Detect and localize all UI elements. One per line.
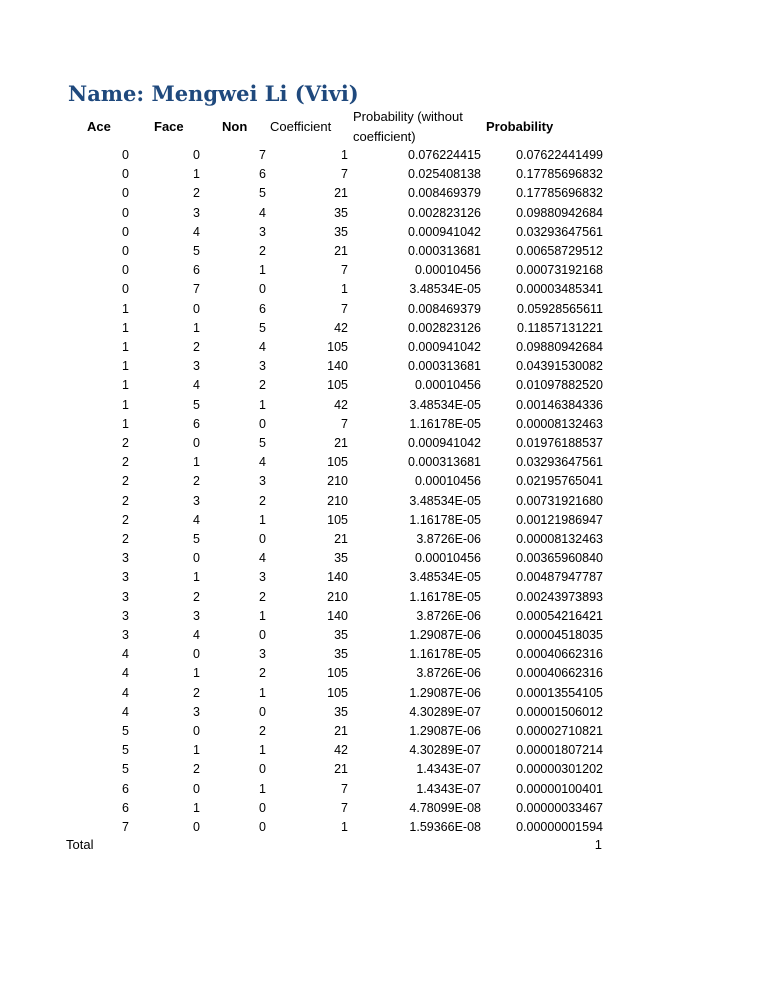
face-cell: 6 xyxy=(193,263,200,278)
prob-without-cell: 0.025408138 xyxy=(408,167,481,182)
header-probability: Probability xyxy=(486,119,554,134)
face-cell: 3 xyxy=(193,205,200,220)
ace-cell: 3 xyxy=(122,551,129,566)
ace-cell: 1 xyxy=(122,397,129,412)
prob-without-cell: 0.000941042 xyxy=(408,340,481,354)
probability-cell: 0.03293647561 xyxy=(516,224,603,239)
face-cell: 1 xyxy=(193,743,200,758)
coefficient-cell: 7 xyxy=(341,800,348,815)
coefficient-cell: 21 xyxy=(334,762,348,777)
ace-cell: 1 xyxy=(122,378,129,393)
ace-cell: 2 xyxy=(122,474,129,489)
coefficient-cell: 7 xyxy=(341,301,348,316)
probability-cell: 0.02195765041 xyxy=(516,474,603,489)
face-cell: 5 xyxy=(193,532,200,546)
non-cell: 0 xyxy=(259,532,266,546)
prob-without-cell: 0.008469379 xyxy=(408,301,481,316)
prob-without-cell: 1.16178E-05 xyxy=(409,512,481,527)
face-cell: 2 xyxy=(193,186,200,201)
face-cell: 3 xyxy=(193,608,200,623)
face-cell: 3 xyxy=(193,359,200,374)
ace-cell: 3 xyxy=(122,589,129,604)
face-cell: 4 xyxy=(193,224,200,239)
prob-without-cell: 0.008469379 xyxy=(408,186,481,201)
face-cell: 0 xyxy=(193,436,200,450)
non-cell: 0 xyxy=(259,820,266,834)
coefficient-cell: 140 xyxy=(327,608,348,623)
coefficient-cell: 210 xyxy=(327,493,348,508)
probability-cell: 0.09880942684 xyxy=(516,340,603,354)
face-cell: 1 xyxy=(193,570,200,585)
non-cell: 1 xyxy=(259,512,266,527)
non-cell: 0 xyxy=(259,800,266,815)
non-cell: 5 xyxy=(259,320,266,335)
prob-without-cell: 1.4343E-07 xyxy=(416,762,481,777)
face-cell: 2 xyxy=(193,474,200,489)
ace-cell: 4 xyxy=(122,685,129,700)
prob-without-cell: 1.29087E-06 xyxy=(409,685,481,700)
non-cell: 3 xyxy=(259,474,266,489)
coefficient-cell: 42 xyxy=(334,320,348,335)
prob-without-cell: 0.00010456 xyxy=(414,474,481,489)
prob-without-cell: 1.29087E-06 xyxy=(409,628,481,642)
face-cell: 5 xyxy=(193,397,200,412)
face-cell: 1 xyxy=(193,455,200,470)
non-cell: 2 xyxy=(259,724,266,738)
probability-cell: 0.00008132463 xyxy=(516,532,603,546)
ace-cell: 0 xyxy=(122,148,129,162)
prob-without-cell: 4.30289E-07 xyxy=(409,704,481,719)
probability-cell: 0.00004518035 xyxy=(516,628,603,642)
coefficient-cell: 105 xyxy=(327,512,348,527)
prob-without-cell: 0.00010456 xyxy=(414,378,481,393)
probability-cell: 0.07622441499 xyxy=(516,148,603,162)
non-cell: 3 xyxy=(259,647,266,662)
non-cell: 2 xyxy=(259,493,266,508)
prob-without-cell: 3.8726E-06 xyxy=(416,608,481,623)
total-value: 1 xyxy=(594,837,602,852)
prob-without-cell: 0.00010456 xyxy=(414,551,481,566)
coefficient-cell: 35 xyxy=(334,205,348,220)
ace-cell: 3 xyxy=(122,570,129,585)
prob-without-cell: 3.48534E-05 xyxy=(409,493,481,508)
probability-cell: 0.00054216421 xyxy=(516,608,603,623)
non-cell: 0 xyxy=(259,704,266,719)
probability-cell: 0.00000001594 xyxy=(516,820,603,834)
prob-without-cell: 1.16178E-05 xyxy=(409,647,481,662)
ace-cell: 0 xyxy=(122,244,129,258)
header-ace: Ace xyxy=(87,119,111,134)
coefficient-cell: 105 xyxy=(327,685,348,700)
face-cell: 5 xyxy=(193,244,200,258)
prob-without-cell: 0.000313681 xyxy=(408,359,481,374)
prob-without-cell: 3.8726E-06 xyxy=(416,532,481,546)
non-cell: 0 xyxy=(259,762,266,777)
ace-cell: 1 xyxy=(122,320,129,335)
non-cell: 7 xyxy=(259,148,266,162)
coefficient-cell: 7 xyxy=(341,416,348,431)
non-cell: 6 xyxy=(259,301,266,316)
face-cell: 0 xyxy=(193,647,200,662)
probability-cell: 0.00008132463 xyxy=(516,416,603,431)
prob-without-cell: 1.4343E-07 xyxy=(416,781,481,796)
coefficient-cell: 7 xyxy=(341,781,348,796)
ace-cell: 1 xyxy=(122,340,129,354)
coefficient-cell: 21 xyxy=(334,244,348,258)
prob-without-cell: 0.000313681 xyxy=(408,455,481,470)
face-cell: 2 xyxy=(193,340,200,354)
non-cell: 0 xyxy=(259,628,266,642)
probability-cell: 0.00487947787 xyxy=(516,570,603,585)
non-cell: 0 xyxy=(259,416,266,431)
prob-without-cell: 0.002823126 xyxy=(408,320,481,335)
coefficient-cell: 210 xyxy=(327,474,348,489)
non-cell: 4 xyxy=(259,551,266,566)
coefficient-cell: 1 xyxy=(341,148,348,162)
non-cell: 0 xyxy=(259,282,266,297)
coefficient-cell: 1 xyxy=(341,282,348,297)
probability-cell: 0.00000301202 xyxy=(516,762,603,777)
non-cell: 5 xyxy=(259,186,266,201)
non-cell: 4 xyxy=(259,340,266,354)
ace-cell: 1 xyxy=(122,301,129,316)
face-cell: 0 xyxy=(193,301,200,316)
face-cell: 0 xyxy=(193,551,200,566)
ace-cell: 2 xyxy=(122,512,129,527)
ace-cell: 1 xyxy=(122,416,129,431)
prob-without-cell: 3.8726E-06 xyxy=(416,666,481,681)
coefficient-cell: 140 xyxy=(327,359,348,374)
non-cell: 3 xyxy=(259,359,266,374)
coefficient-cell: 7 xyxy=(341,167,348,182)
header-coefficient: Coefficient xyxy=(270,119,332,134)
prob-without-cell: 1.59366E-08 xyxy=(409,820,481,834)
coefficient-cell: 21 xyxy=(334,532,348,546)
header-prob-without-line1: Probability (without xyxy=(353,109,463,124)
probability-cell: 0.00073192168 xyxy=(516,263,603,278)
ace-cell: 0 xyxy=(122,263,129,278)
probability-cell: 0.00013554105 xyxy=(516,685,603,700)
non-cell: 2 xyxy=(259,666,266,681)
non-cell: 2 xyxy=(259,244,266,258)
prob-without-cell: 0.00010456 xyxy=(414,263,481,278)
non-cell: 3 xyxy=(259,570,266,585)
probability-cell: 0.00002710821 xyxy=(516,724,603,738)
coefficient-cell: 42 xyxy=(334,743,348,758)
probability-cell: 0.00001506012 xyxy=(516,704,603,719)
face-cell: 4 xyxy=(193,378,200,393)
face-cell: 1 xyxy=(193,167,200,182)
ace-cell: 3 xyxy=(122,628,129,642)
coefficient-cell: 35 xyxy=(334,628,348,642)
prob-without-cell: 0.000313681 xyxy=(408,244,481,258)
coefficient-cell: 21 xyxy=(334,436,348,450)
ace-cell: 2 xyxy=(122,455,129,470)
ace-cell: 2 xyxy=(122,436,129,450)
ace-cell: 0 xyxy=(122,224,129,239)
ace-cell: 0 xyxy=(122,186,129,201)
total-label: Total xyxy=(66,837,94,852)
coefficient-cell: 105 xyxy=(327,340,348,354)
ace-cell: 1 xyxy=(122,359,129,374)
face-cell: 2 xyxy=(193,589,200,604)
probability-cell: 0.00731921680 xyxy=(516,493,603,508)
non-cell: 1 xyxy=(259,397,266,412)
probability-cell: 0.17785696832 xyxy=(516,167,603,182)
coefficient-cell: 7 xyxy=(341,263,348,278)
ace-cell: 6 xyxy=(122,781,129,796)
prob-without-cell: 0.002823126 xyxy=(408,205,481,220)
ace-cell: 4 xyxy=(122,647,129,662)
non-cell: 6 xyxy=(259,167,266,182)
probability-cell: 0.03293647561 xyxy=(516,455,603,470)
coefficient-cell: 35 xyxy=(334,551,348,566)
probability-cell: 0.00365960840 xyxy=(516,551,603,566)
coefficient-cell: 21 xyxy=(334,724,348,738)
face-cell: 6 xyxy=(193,416,200,431)
prob-without-cell: 3.48534E-05 xyxy=(409,282,481,297)
probability-cell: 0.00001807214 xyxy=(516,743,603,758)
face-cell: 4 xyxy=(193,512,200,527)
prob-without-cell: 4.78099E-08 xyxy=(409,800,481,815)
probability-cell: 0.04391530082 xyxy=(516,359,603,374)
prob-without-cell: 0.076224415 xyxy=(408,148,481,162)
prob-without-cell: 1.16178E-05 xyxy=(409,416,481,431)
face-cell: 1 xyxy=(193,666,200,681)
prob-without-cell: 4.30289E-07 xyxy=(409,743,481,758)
non-cell: 4 xyxy=(259,205,266,220)
coefficient-cell: 140 xyxy=(327,570,348,585)
probability-cell: 0.00000100401 xyxy=(516,781,603,796)
probability-cell: 0.09880942684 xyxy=(516,205,603,220)
face-cell: 0 xyxy=(193,724,200,738)
face-cell: 1 xyxy=(193,320,200,335)
coefficient-cell: 1 xyxy=(341,820,348,834)
prob-without-cell: 3.48534E-05 xyxy=(409,397,481,412)
ace-cell: 2 xyxy=(122,532,129,546)
face-cell: 3 xyxy=(193,493,200,508)
ace-cell: 6 xyxy=(122,800,129,815)
header-prob-without-line2: coefficient) xyxy=(353,129,416,144)
prob-without-cell: 0.000941042 xyxy=(408,224,481,239)
face-cell: 2 xyxy=(193,685,200,700)
ace-cell: 5 xyxy=(122,743,129,758)
probability-cell: 0.01097882520 xyxy=(516,378,603,393)
coefficient-cell: 105 xyxy=(327,666,348,681)
probability-cell: 0.00040662316 xyxy=(516,647,603,662)
non-cell: 1 xyxy=(259,608,266,623)
prob-without-cell: 1.16178E-05 xyxy=(409,589,481,604)
coefficient-cell: 21 xyxy=(334,186,348,201)
coefficient-cell: 105 xyxy=(327,455,348,470)
coefficient-cell: 210 xyxy=(327,589,348,604)
prob-without-cell: 3.48534E-05 xyxy=(409,570,481,585)
face-cell: 0 xyxy=(193,781,200,796)
non-cell: 1 xyxy=(259,743,266,758)
non-cell: 2 xyxy=(259,378,266,393)
non-cell: 1 xyxy=(259,781,266,796)
coefficient-cell: 42 xyxy=(334,397,348,412)
probability-cell: 0.00243973893 xyxy=(516,589,603,604)
probability-cell: 0.00146384336 xyxy=(516,397,603,412)
ace-cell: 5 xyxy=(122,762,129,777)
probability-cell: 0.17785696832 xyxy=(516,186,603,201)
ace-cell: 7 xyxy=(122,820,129,834)
face-cell: 2 xyxy=(193,762,200,777)
header-non: Non xyxy=(222,119,248,134)
face-cell: 1 xyxy=(193,800,200,815)
ace-cell: 0 xyxy=(122,167,129,182)
prob-without-cell: 0.000941042 xyxy=(408,436,481,450)
probability-cell: 0.00003485341 xyxy=(516,282,603,297)
non-cell: 4 xyxy=(259,455,266,470)
face-cell: 0 xyxy=(193,820,200,834)
ace-cell: 2 xyxy=(122,493,129,508)
non-cell: 3 xyxy=(259,224,266,239)
face-cell: 3 xyxy=(193,704,200,719)
probability-cell: 0.01976188537 xyxy=(516,436,603,450)
ace-cell: 3 xyxy=(122,608,129,623)
non-cell: 1 xyxy=(259,263,266,278)
probability-cell: 0.05928565611 xyxy=(517,301,603,316)
header-face: Face xyxy=(154,119,184,134)
ace-cell: 4 xyxy=(122,704,129,719)
probability-cell: 0.00658729512 xyxy=(516,244,603,258)
probability-cell: 0.00040662316 xyxy=(516,666,603,681)
probability-cell: 0.00121986947 xyxy=(516,512,603,527)
coefficient-cell: 35 xyxy=(334,224,348,239)
non-cell: 1 xyxy=(259,685,266,700)
non-cell: 5 xyxy=(259,436,266,450)
coefficient-cell: 35 xyxy=(334,647,348,662)
prob-without-cell: 1.29087E-06 xyxy=(409,724,481,738)
face-cell: 4 xyxy=(193,628,200,642)
ace-cell: 0 xyxy=(122,205,129,220)
page-title: Name: Mengwei Li (Vivi) xyxy=(68,81,359,106)
probability-cell: 0.11857131221 xyxy=(517,320,603,335)
coefficient-cell: 35 xyxy=(334,704,348,719)
face-cell: 7 xyxy=(193,282,200,297)
ace-cell: 0 xyxy=(122,282,129,297)
non-cell: 2 xyxy=(259,589,266,604)
face-cell: 0 xyxy=(193,148,200,162)
coefficient-cell: 105 xyxy=(327,378,348,393)
ace-cell: 5 xyxy=(122,724,129,738)
ace-cell: 4 xyxy=(122,666,129,681)
probability-cell: 0.00000033467 xyxy=(516,800,603,815)
